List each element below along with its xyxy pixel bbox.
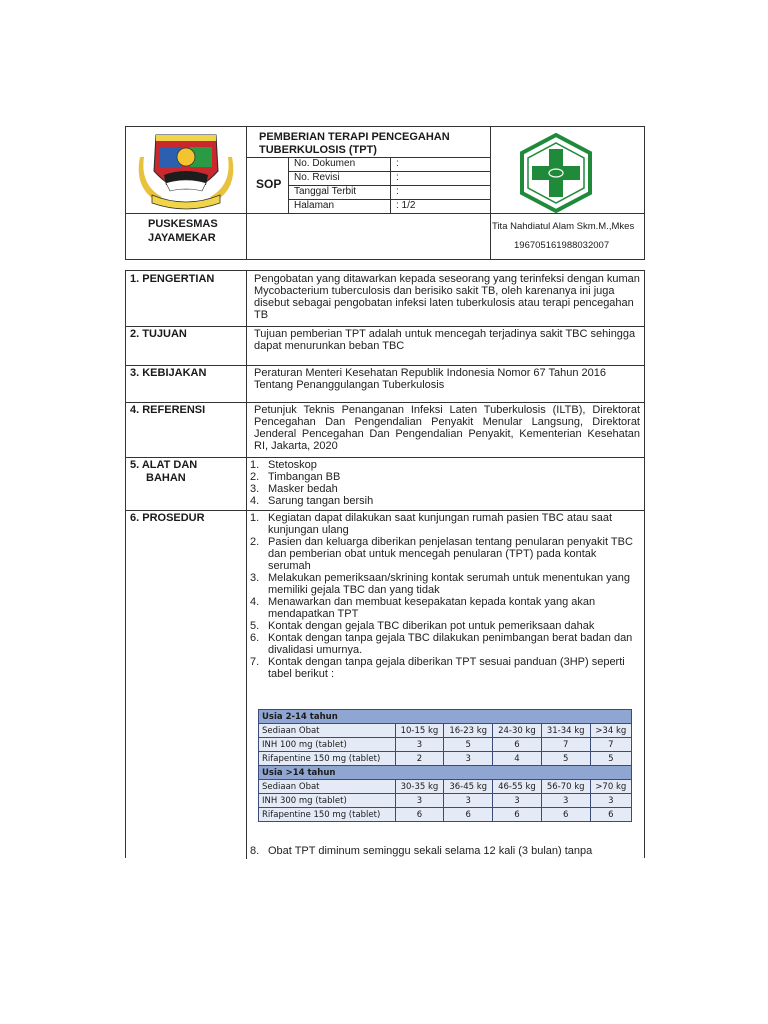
list-item: 4. Sarung tangan bersih: [250, 495, 374, 507]
table-header-cell: 16-23 kg: [444, 724, 493, 738]
sop-body-table: [125, 270, 645, 858]
table-header-cell: Sediaan Obat: [259, 780, 396, 794]
doc-field-label: No. Revisi: [294, 172, 340, 183]
signatory-nip: 196705161988032007: [514, 240, 610, 251]
table-cell: Rifapentine 150 mg (tablet): [259, 752, 396, 766]
table-header-cell: 56-70 kg: [541, 780, 590, 794]
doc-field-label: Tanggal Terbit: [294, 186, 357, 197]
table-cell: 6: [541, 808, 590, 822]
section-label-tujuan: 2. TUJUAN: [130, 328, 187, 340]
table-header-cell: >34 kg: [590, 724, 631, 738]
age-band-header: Usia 2-14 tahun: [259, 710, 632, 724]
procedure-list: [250, 512, 642, 680]
table-cell: 6: [590, 808, 631, 822]
age-band-header: Usia >14 tahun: [259, 766, 632, 780]
table-cell: 6: [444, 808, 493, 822]
list-item: 2. Pasien dan keluarga diberikan penjelasan tentang penularan penyakit TBC dan pemberian obat untuk mencegah penularan (TPT) pada kontak serumah: [250, 536, 633, 572]
row-divider: [126, 365, 644, 366]
row-divider: [126, 402, 644, 403]
table-cell: Rifapentine 150 mg (tablet): [259, 808, 396, 822]
table-cell: 6: [493, 808, 542, 822]
org-line-2: JAYAMEKAR: [148, 232, 216, 244]
table-header-cell: 24-30 kg: [493, 724, 542, 738]
section-label-prosedur: 6. PROSEDUR: [130, 512, 205, 524]
document-title: [259, 131, 499, 157]
section-text-tujuan: Tujuan pemberian TPT adalah untuk mencegah terjadinya sakit TBC sehingga dapat menurunkan beban TBC: [254, 328, 636, 352]
doc-field-value: :: [396, 158, 399, 169]
label-line-2: BAHAN: [146, 472, 186, 484]
table-cell: 5: [541, 752, 590, 766]
list-item: 3. Masker bedah: [250, 483, 338, 495]
section-label-referensi: 4. REFERENSI: [130, 404, 206, 416]
table-header-cell: 46-55 kg: [493, 780, 542, 794]
table-cell: 7: [590, 738, 631, 752]
table-header-cell: 36-45 kg: [444, 780, 493, 794]
puskesmas-green-cross-logo: [514, 131, 598, 215]
section-text-pengertian: Pengobatan yang ditawarkan kepada seseorang yang terinfeksi dengan kuman Mycobacterium tuberculosis dan berisiko sakit TB, oleh karenanya ini juga disebut sebagai pengobatan infeksi laten tuberkulosis atau terapi pencegahan TB: [254, 273, 640, 321]
table-cell: 7: [541, 738, 590, 752]
table-cell: 3: [395, 794, 444, 808]
row-divider: [126, 457, 644, 458]
table-cell: 6: [395, 808, 444, 822]
regency-crest-logo: [126, 127, 246, 213]
table-row: [259, 724, 632, 738]
equipment-list: [250, 459, 636, 507]
table-header-cell: Sediaan Obat: [259, 724, 396, 738]
header-divider: [246, 127, 247, 259]
section-text-referensi: Petunjuk Teknis Penanganan Infeksi Laten Tuberkulosis (ILTB), Direktorat Pencegahan Dan Pengendalian Penyakit Menular Langsung, Direktorat Jenderal Pencegahan Dan Pengendalian Penyakit, Kementerian Kesehatan RI, Jakarta, 2020: [254, 404, 640, 452]
procedure-item-8-text: Obat TPT diminum seminggu sekali selama 12 kali (3 bulan) tanpa: [268, 845, 593, 857]
label-line-1: 5. ALAT DAN: [130, 459, 198, 471]
list-item: 1. Kegiatan dapat dilakukan saat kunjungan rumah pasien TBC atau saat kunjungan ulang: [250, 512, 613, 536]
row-divider: [126, 510, 644, 511]
table-row: [259, 808, 632, 822]
section-label-alat-bahan: [130, 459, 197, 485]
sop-header: [125, 126, 645, 260]
section-text-kebijakan: Peraturan Menteri Kesehatan Republik Indonesia Nomor 67 Tahun 2016 Tentang Penanggulangan Tuberkulosis: [254, 367, 607, 391]
list-item: 1. Stetoskop: [250, 459, 317, 471]
table-header-cell: 10-15 kg: [395, 724, 444, 738]
table-cell: 2: [395, 752, 444, 766]
title-line-1: PEMBERIAN TERAPI PENCEGAHAN: [259, 131, 450, 143]
table-cell: 3: [590, 794, 631, 808]
table-cell: INH 300 mg (tablet): [259, 794, 396, 808]
table-row: [259, 738, 632, 752]
list-item: 4. Menawarkan dan membuat kesepakatan kepada kontak yang akan mendapatkan TPT: [250, 596, 596, 620]
list-item: 7. Kontak dengan tanpa gejala diberikan TPT sesuai panduan (3HP) seperti tabel berikut :: [250, 656, 625, 680]
doc-field-value: :: [396, 186, 399, 197]
table-cell: 4: [493, 752, 542, 766]
procedure-item-8: 8. Obat TPT diminum seminggu sekali selama 12 kali (3 bulan) tanpa: [250, 845, 593, 857]
table-row: [259, 780, 632, 794]
table-header-cell: 31-34 kg: [541, 724, 590, 738]
table-row: [259, 794, 632, 808]
table-cell: 6: [493, 738, 542, 752]
table-cell: 3: [444, 752, 493, 766]
table-header-cell: 30-35 kg: [395, 780, 444, 794]
body-divider: [246, 271, 247, 859]
table-row: [259, 752, 632, 766]
title-line-2: TUBERKULOSIS (TPT): [259, 144, 377, 156]
list-item: 2. Timbangan BB: [250, 471, 341, 483]
section-label-pengertian: 1. PENGERTIAN: [130, 273, 215, 285]
table-cell: INH 100 mg (tablet): [259, 738, 396, 752]
list-item: 6. Kontak dengan tanpa gejala TBC dilakukan penimbangan berat badan dan divalidasi umurnya.: [250, 632, 633, 656]
header-divider: [246, 157, 490, 158]
doc-field-value: : 1/2: [396, 200, 416, 211]
tpt-dose-table: [258, 709, 632, 822]
row-divider: [126, 326, 644, 327]
table-cell: 3: [541, 794, 590, 808]
doc-field-label: No. Dokumen: [294, 158, 356, 169]
section-label-kebijakan: 3. KEBIJAKAN: [130, 367, 207, 379]
table-cell: 5: [444, 738, 493, 752]
header-divider: [126, 213, 246, 214]
header-divider: [246, 213, 490, 214]
list-item: 3. Melakukan pemeriksaan/skrining kontak serumah untuk menentukan yang memiliki gejala TBC dan yang tidak: [250, 572, 630, 596]
table-cell: 3: [395, 738, 444, 752]
sop-label: SOP: [256, 177, 282, 191]
organization-name: [148, 217, 218, 245]
table-cell: 3: [493, 794, 542, 808]
table-row: [259, 766, 632, 780]
table-header-cell: >70 kg: [590, 780, 631, 794]
org-line-1: PUSKESMAS: [148, 218, 218, 230]
list-item: 5. Kontak dengan gejala TBC diberikan pot untuk pemeriksaan dahak: [250, 620, 595, 632]
doc-field-value: :: [396, 172, 399, 183]
signatory-name: Tita Nahdiatul Alam Skm.M.,Mkes: [492, 221, 635, 232]
table-row: [259, 710, 632, 724]
table-cell: 3: [444, 794, 493, 808]
table-cell: 5: [590, 752, 631, 766]
doc-field-label: Halaman: [294, 200, 335, 211]
